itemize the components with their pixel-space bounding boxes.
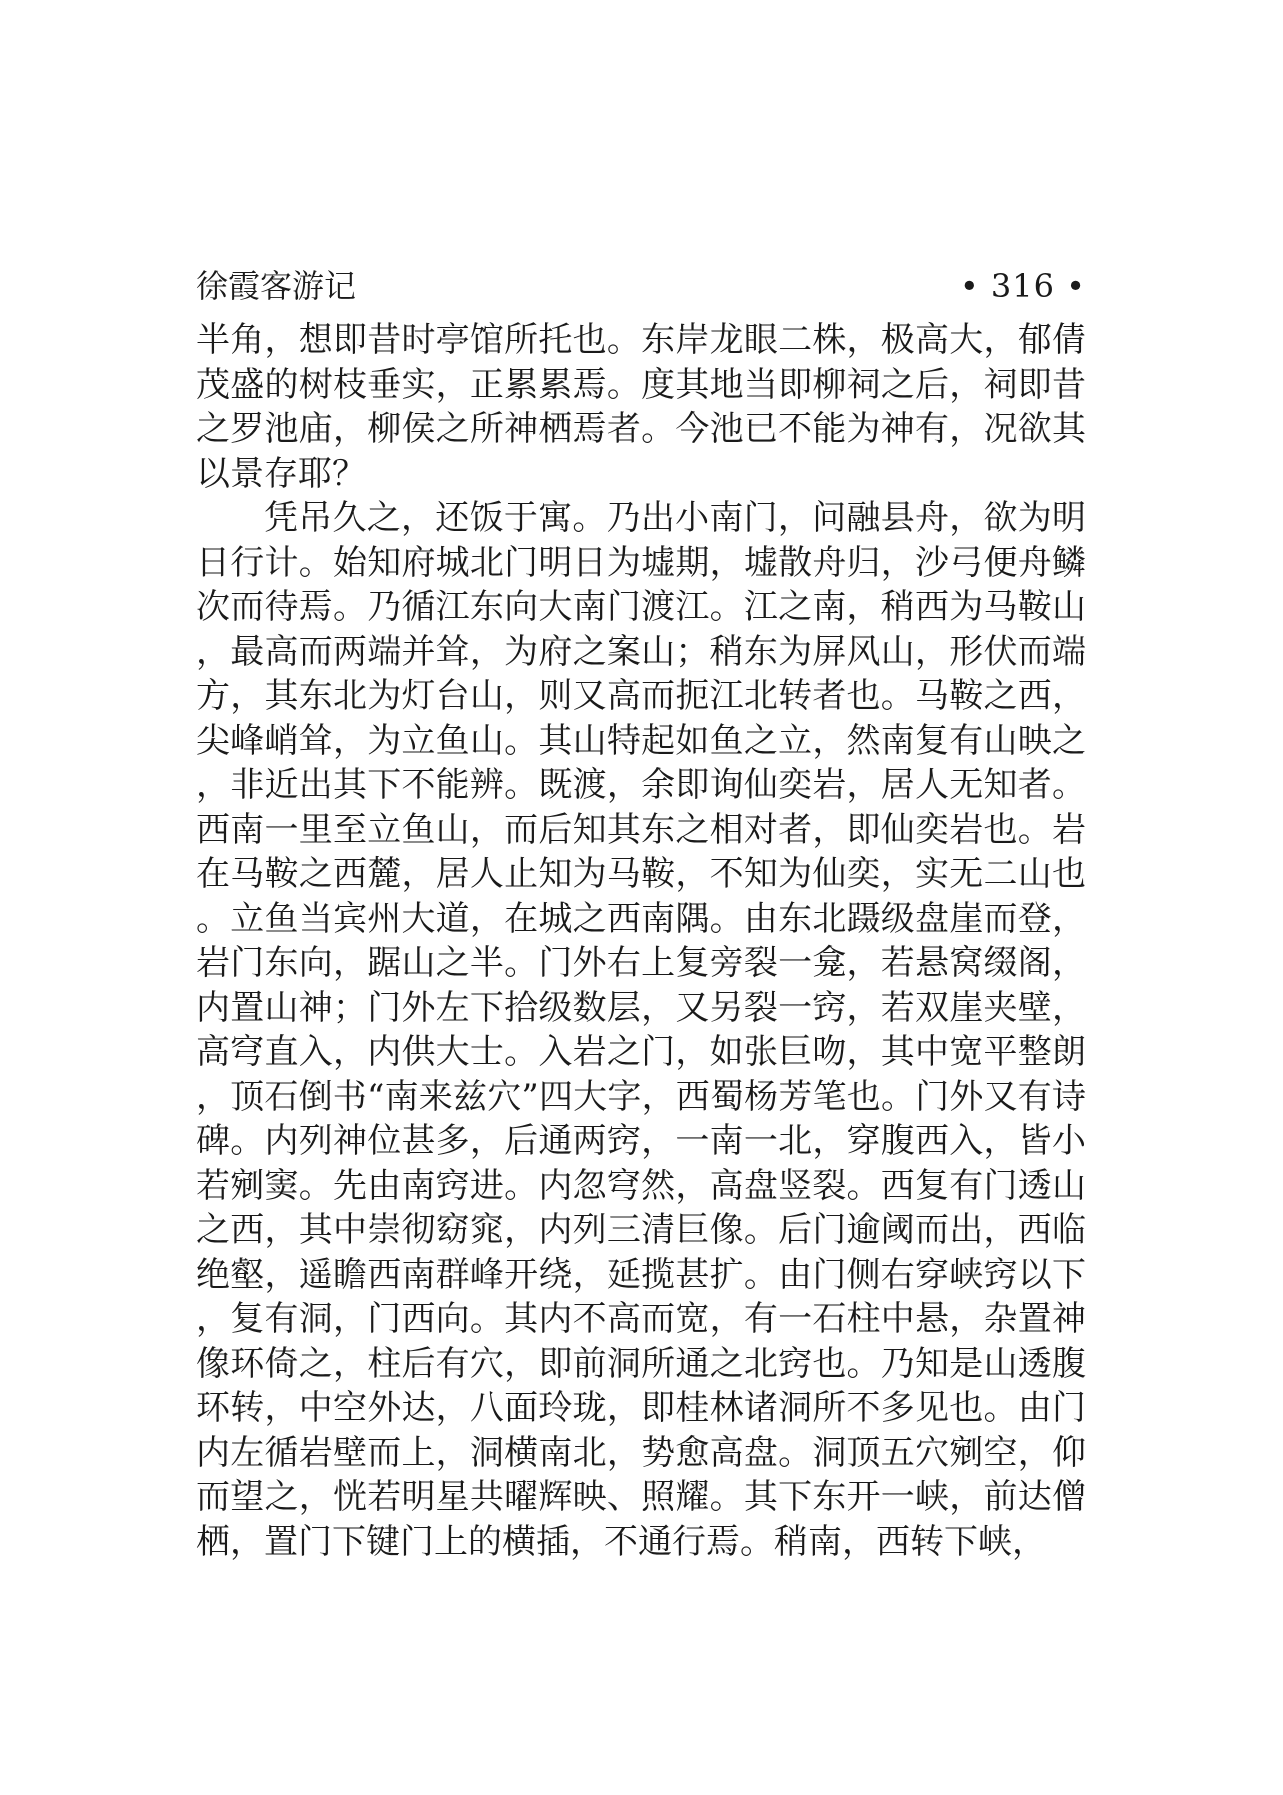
book-page [196,262,1086,1564]
page-header [196,262,1086,310]
page-number: • 316 • [959,267,1086,305]
body-text [196,318,1086,1564]
paragraph: 半角，想即昔时亭馆所托也。东岸龙眼二株，极高大，郁倩茂盛的树枝垂实，正累累焉。度其地当即柳祠之后，祠即昔之罗池庙，柳侯之所神栖焉者。今池已不能为神有，况欲其以景存耶？ [196,320,1086,494]
paragraph: 凭吊久之，还饭于寓。乃出小南门，问融县舟，欲为明日行计。始知府城北门明日为墟期，墟散舟归，沙弓便舟鳞次而待焉。乃循江东向大南门渡江。江之南，稍西为马鞍山，最高而两端并耸，为府之案山；稍东为屏风山，形伏而端方，其东北为灯台山，则又高而扼江北转者也。马鞍之西，尖峰峭耸，为立鱼山。其山特起如鱼之立，然南复有山映之，非近出其下不能辨。既渡，余即询仙奕岩，居人无知者。西南一里至立鱼山，而后知其东之相对者，即仙奕岩也。岩在马鞍之西麓，居人止知为马鞍，不知为仙奕，实无二山也。立鱼当宾州大道，在城之西南隅。由东北蹑级盘崖而登，岩门东向，踞山之半。门外右上复旁裂一龛，若悬窝缀阁，内置山神；门外左下拾级数层，又另裂一窍，若双崖夹壁，高穹直入，内供大士。入岩之门，如张巨吻，其中宽平整朗，顶石倒书“南来兹穴”四大字，西蜀杨芳笔也。门外又有诗碑。内列神位甚多，后通两窍，一南一北，穿腹西入，皆小若剜窦。先由南窍进。内忽穹然，高盘竖裂。西复有门透山之西，其中崇彻窈窕，内列三清巨像。后门逾阈而出，西临绝壑，遥瞻西南群峰开绕，延揽甚扩。由门侧右穿峡窍以下，复有洞，门西向。其内不高而宽，有一石柱中悬，杂置神像环倚之，柱后有穴，即前洞所通之北窍也。乃知是山透腹环转，中空外达，八面玲珑，即桂林诸洞所不多见也。由门内左循岩壁而上，洞横南北，势愈高盘。洞顶五穴剜空，仰而望之，恍若明星共曜辉映、照耀。其下东开一峡，前达僧栖，置门下键门上的横插，不通行焉。稍南，西转下峡， [196,498,1086,1562]
book-title: 徐霞客游记 [196,267,357,305]
